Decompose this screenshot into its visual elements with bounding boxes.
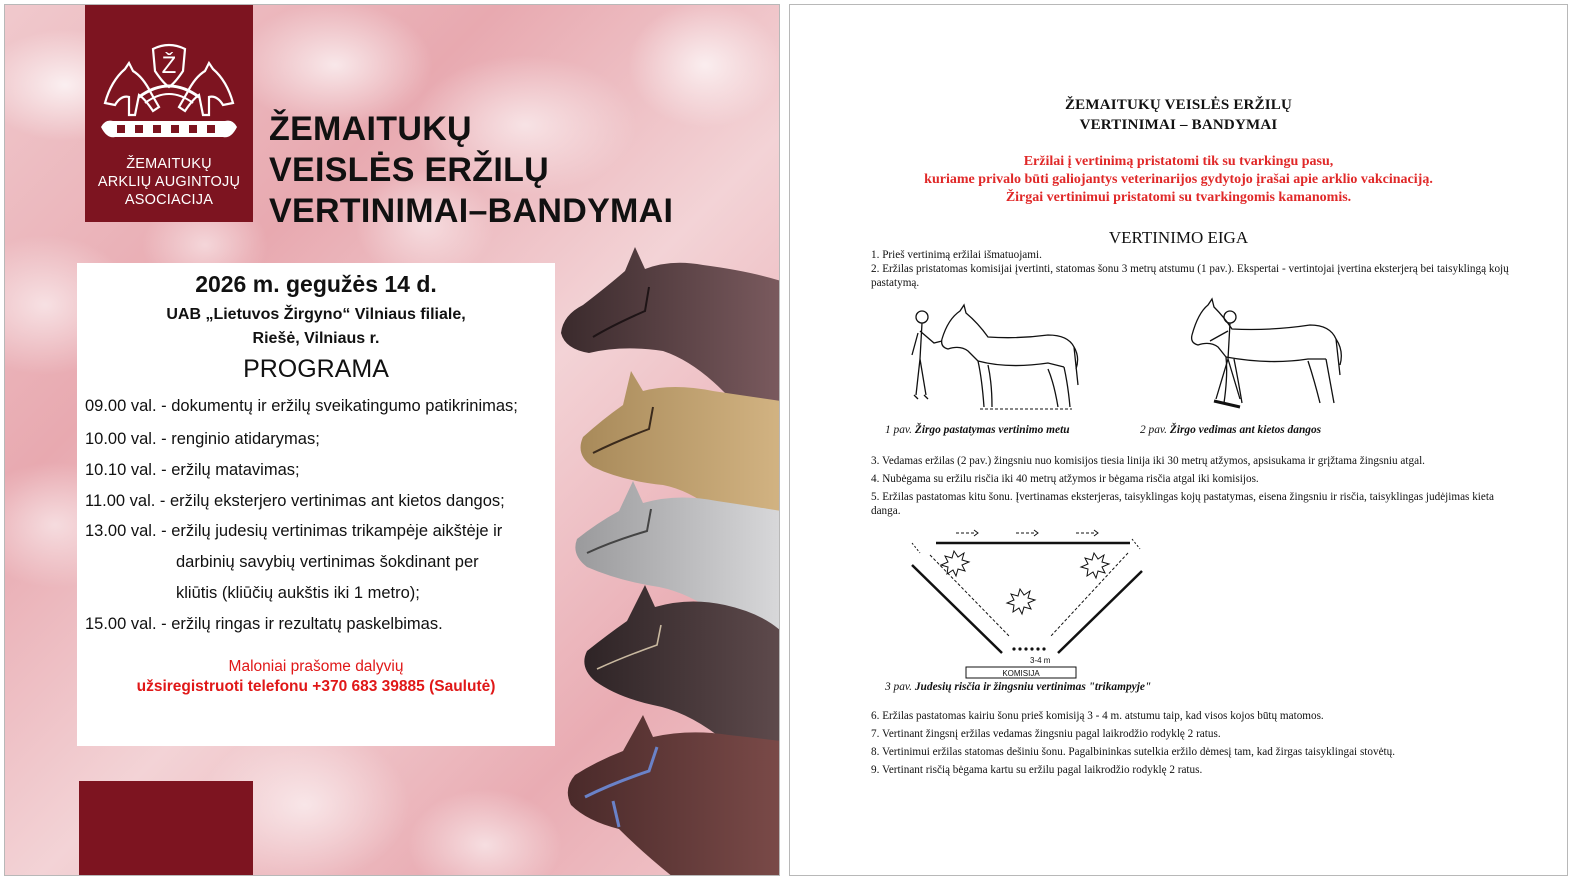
schedule-text: - eržilų ringas ir rezultatų paskelbimas. xyxy=(161,615,443,633)
schedule-time: 10.00 val. xyxy=(85,430,157,448)
decorative-block xyxy=(79,781,253,876)
schedule-text: - dokumentų ir eržilų sveikatingumo patikrinimas; xyxy=(161,397,518,415)
poster-title-line-2: VEISLĖS ERŽILŲ xyxy=(269,151,550,189)
figure-3-distance: 3-4 m xyxy=(1030,656,1051,665)
event-info-box xyxy=(77,263,555,746)
schedule-continuation: kliūtis (kliūčių aukštis iki 1 metro); xyxy=(176,584,420,602)
notice-line-3: Žirgai vertinimui pristatomi su tvarkingomis kamanomis. xyxy=(1005,190,1352,205)
logo-line-2: ARKLIŲ AUGINTOJŲ xyxy=(97,174,241,190)
step-5: 5. Eržilas pastatomas kitu šonu. Įvertinamas eksterjeras, taisyklingas kojų pastatymas, eisena žingsniu ir risčia, taisyklingas judėjimas kieta danga. xyxy=(871,491,1494,517)
logo-line-3: ASOCIACIJA xyxy=(124,192,214,208)
poster-title-line-1: ŽEMAITUKŲ xyxy=(269,110,472,148)
schedule-text: - renginio atidarymas; xyxy=(161,430,320,448)
schedule-item xyxy=(85,492,505,511)
schedule-item xyxy=(85,397,518,416)
figure-3-committee-label: KOMISIJA xyxy=(1002,669,1040,678)
figure-2-horse-leading xyxy=(1180,295,1350,413)
figure-1-title: Žirgo pastatymas vertinimo metu xyxy=(914,424,1070,436)
schedule-text: - eržilų eksterjero vertinimas ant kietos dangos; xyxy=(159,492,505,510)
schedule-text: - eržilų judesių vertinimas trikampėje aikštėje ir xyxy=(161,522,503,540)
step-3: 3. Vedamas eržilas (2 pav.) žingsniu nuo komisijos tiesia linija iki 30 metrų atžymos, apsisukama ir grįžtama žingsniu atgal. xyxy=(871,455,1425,467)
horses-crest-icon xyxy=(95,41,243,151)
venue-line-2: Riešė, Vilniaus r. xyxy=(252,330,380,347)
figure-3-caption xyxy=(885,681,1151,693)
horse-heads-image xyxy=(553,241,780,876)
figure-2-caption xyxy=(1140,424,1321,436)
document-page xyxy=(789,4,1568,876)
step-4: 4. Nubėgama su eržilu risčia iki 40 metrų atžymos ir bėgama risčia atgal iki komisijos. xyxy=(871,473,1259,485)
registration-note: Maloniai prašome dalyvių xyxy=(228,658,404,675)
figure-1-number: 1 pav. xyxy=(885,424,912,436)
poster-title xyxy=(269,109,673,232)
figure-3-triangle-diagram xyxy=(906,529,1156,679)
document-title-line-1: ŽEMAITUKŲ VEISLĖS ERŽILŲ xyxy=(1064,97,1293,113)
logo-monogram: Ž xyxy=(161,52,177,79)
figure-2-number: 2 pav. xyxy=(1140,424,1167,436)
section-title: VERTINIMO EIGA xyxy=(1108,228,1249,247)
schedule-time: 11.00 val. xyxy=(85,492,156,510)
schedule-item xyxy=(85,430,320,449)
schedule-continuation: darbinių savybių vertinimas šokdinant per xyxy=(176,553,479,571)
schedule-item xyxy=(85,615,443,634)
schedule-item xyxy=(85,461,300,480)
figure-3-number: 3 pav. xyxy=(885,681,912,693)
step-1: 1. Prieš vertinimą eržilai išmatuojami. xyxy=(871,249,1042,261)
schedule-time: 15.00 val. xyxy=(85,615,157,633)
schedule-time: 10.10 val. xyxy=(85,461,157,479)
figure-1-caption xyxy=(885,424,1070,436)
figure-2-title: Žirgo vedimas ant kietos dangos xyxy=(1169,424,1322,436)
registration-phone: užsiregistruoti telefonu +370 683 39885 (Saulutė) xyxy=(136,678,496,695)
figure-1-horse-standing xyxy=(908,299,1088,415)
poster-title-line-3: VERTINIMAI–BANDYMAI xyxy=(269,192,674,230)
document-title-line-2: VERTINIMAI – BANDYMAI xyxy=(1079,117,1278,133)
schedule-text: - eržilų matavimas; xyxy=(161,461,300,479)
step-2: 2. Eržilas pristatomas komisijai įvertinti, statomas šonu 3 metrų atstumu (1 pav.). Ekspertai - vertintojai įvertina eksterjerą bei taisyklingą kojų pastatymą. xyxy=(871,263,1509,289)
event-date: 2026 m. gegužės 14 d. xyxy=(195,271,437,297)
figure-3-title: Judesių risčia ir žingsniu vertinimas "trikampyje" xyxy=(914,681,1152,693)
step-8: 8. Vertinimui eržilas statomas dešiniu šonu. Pagalbininkas sutelkia eržilo dėmesį tam, kad žirgas taisyklingai stovėtų. xyxy=(871,746,1396,758)
logo-caption xyxy=(85,155,253,209)
notice-line-2: kuriame privalo būti galiojantys veterinarijos gydytojo įrašai apie arklio vakcinaciją. xyxy=(924,172,1433,187)
poster-page xyxy=(4,4,780,876)
venue-line-1: UAB „Lietuvos Žirgyno“ Vilniaus filiale, xyxy=(166,306,466,323)
schedule-item xyxy=(85,522,502,541)
program-title: PROGRAMA xyxy=(243,355,389,383)
step-9: 9. Vertinant risčią bėgama kartu su eržilu pagal laikrodžio rodyklę 2 ratus. xyxy=(871,764,1203,776)
logo-line-1: ŽEMAITUKŲ xyxy=(126,156,212,172)
association-logo xyxy=(85,5,253,222)
schedule-time: 09.00 val. xyxy=(85,397,157,415)
schedule-time: 13.00 val. xyxy=(85,522,157,540)
step-6: 6. Eržilas pastatomas kairiu šonu prieš komisiją 3 - 4 m. atstumu taip, kad visos kojos būtų matomos. xyxy=(871,710,1324,722)
notice-line-1: Eržilai į vertinimą pristatomi tik su tvarkingu pasu, xyxy=(1023,154,1334,169)
step-7: 7. Vertinant žingsnį eržilas vedamas žingsniu pagal laikrodžio rodyklę 2 ratus. xyxy=(871,728,1221,740)
